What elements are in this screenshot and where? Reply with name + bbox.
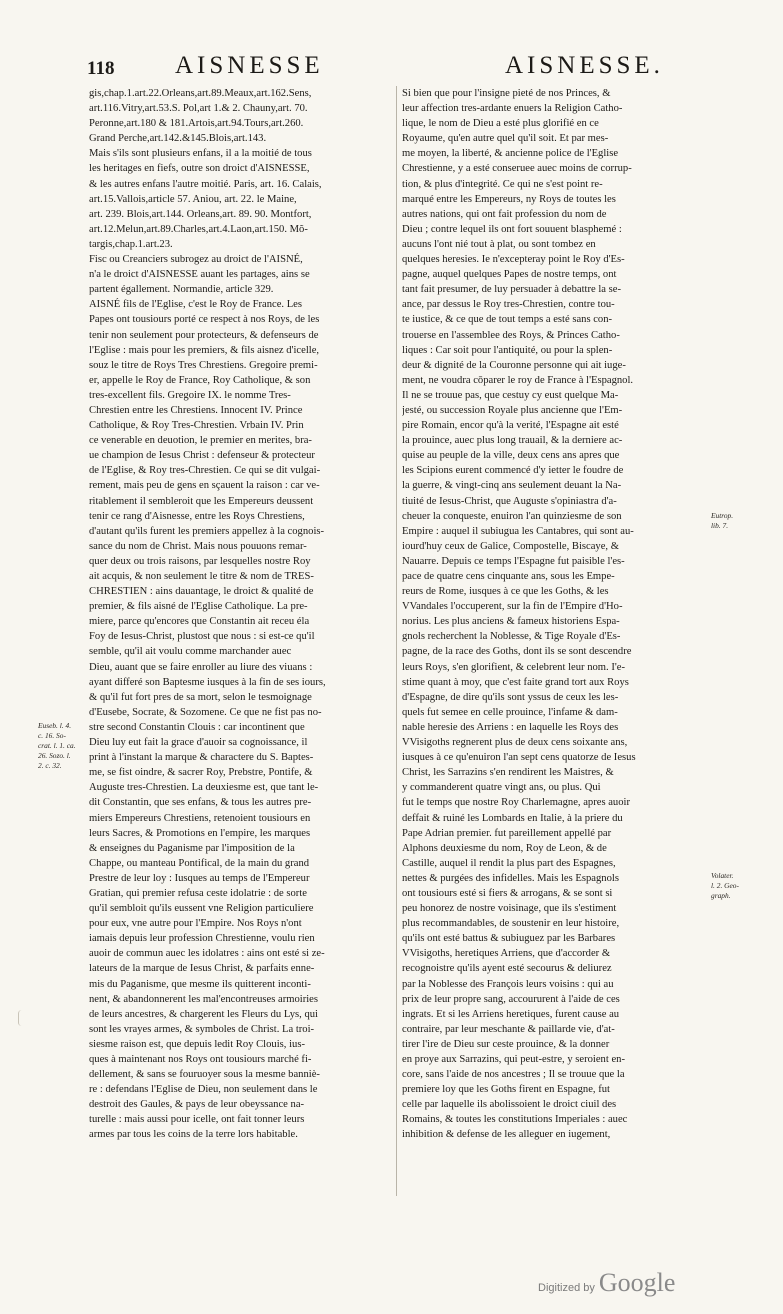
- text-line: la guerre, & vingt-cinq ans seulement deuant la Na-: [402, 480, 622, 492]
- text-line: stime quant à moy, que c'est faite grand tort aux Roys: [402, 676, 629, 688]
- text-line: auoir de commun auec les idolatres : ains ont esté si ze-: [89, 948, 325, 960]
- margin-note-line: graph.: [711, 891, 731, 900]
- text-line: recognoistre qu'ils ayent esté secourus & deliurez: [402, 963, 612, 975]
- text-line: la prouince, auec plus long trauail, & la derniere ac-: [402, 435, 623, 447]
- text-line: sont les vrayes armes, & symboles de Christ. La troi-: [89, 1023, 315, 1035]
- text-line: ue champion de Iesus Christ : defenseur & protecteur: [89, 450, 315, 462]
- text-line: contraire, par leur meschante & paillarde vie, d'at-: [402, 1023, 615, 1035]
- text-line: sance du nom de Christ. Mais nous pouuons remar-: [89, 540, 307, 552]
- text-line: & enseignes du Paganisme par l'imposition de la: [89, 842, 295, 854]
- text-line: core, sans l'aide de nos ancestres ; Il se trouue que la: [402, 1069, 625, 1081]
- text-line: Castille, auquel il rendit la plus part des Espagnes,: [402, 857, 616, 869]
- text-line: premier, & fils aisné de l'Eglise Catholique. La pre-: [89, 601, 308, 613]
- text-line: dit Constantin, que ses enfans, & tous les autres pre-: [89, 797, 312, 809]
- text-line: les Scipions eurent commencé d'y ietter le foudre de: [402, 465, 624, 477]
- text-line: print à l'instant la marque & charactere du S. Baptes-: [89, 752, 314, 764]
- text-line: art.12.Melun,art.89.Charles,art.4.Laon,art.150. Mõ-: [89, 223, 308, 235]
- text-line: quels fut semee en celle prouince, l'infame & dam-: [402, 706, 618, 718]
- text-line: inhibition & defense de les alleguer en iugement,: [402, 1129, 611, 1141]
- margin-note-line: 26. Sozo. l.: [38, 751, 71, 760]
- margin-note-line: l. 2. Geo-: [711, 881, 739, 890]
- text-line: partent égallement. Normandie, article 329.: [89, 284, 274, 296]
- text-line: Fisc ou Creanciers subrogez au droict de l'AISNÉ,: [89, 254, 303, 266]
- text-line: d'Espagne, de dire qu'ils sont yssus de ceux les les-: [402, 691, 619, 703]
- text-line: cheuer la conqueste, enuiron l'an quinziesme de son: [402, 510, 622, 522]
- text-line: norius. Les plus anciens & fameux historiens Espa-: [402, 616, 620, 628]
- text-line: ont tousiours esté si fiers & arrogans, & se sont si: [402, 887, 613, 899]
- text-line: Alphons deuxiesme du nom, Roy de Leon, & de: [402, 842, 607, 854]
- text-line: mis du Paganisme, que mesme ils quitterent inconti-: [89, 978, 311, 990]
- text-line: re : defendans l'Eglise de Dieu, non seulement dans le: [89, 1084, 318, 1096]
- text-line: Catholique, & Roy Tres-Chrestien. Vrbain IV. Prin: [89, 420, 304, 432]
- margin-note-right-eutrop: [711, 511, 771, 531]
- text-line: pire Romain, encor qu'à la verité, l'Espagne ait esté: [402, 420, 619, 432]
- text-line: semble, qu'il ait voulu comme marchander auec: [89, 646, 292, 658]
- text-line: autres nations, qui ont fait profession du nom de: [402, 208, 607, 220]
- text-line: deur & dignité de la Couronne personne qui ait iuge-: [402, 359, 626, 371]
- right-text-column: [402, 86, 704, 1143]
- text-line: dellement, & sans se fouruoyer sous la mesme banniè-: [89, 1069, 320, 1081]
- text-line: d'autant qu'ils furent les premiers appellez à la cognois-: [89, 525, 325, 537]
- text-line: prix de leur propre sang, accoururent à l'aide de ces: [402, 993, 620, 1005]
- text-line: pace de quatre cens cinquante ans, sous les Empe-: [402, 571, 615, 582]
- text-line: fut le temps que nostre Roy Charlemagne, apres auoir: [402, 797, 630, 809]
- text-line: tenir non seulement pour protecteurs, & defenseurs de: [89, 329, 319, 341]
- text-line: iamais depuis leur profession Chrestienne, voulu rien: [89, 933, 315, 945]
- text-line: iourd'huy ceux de Galice, Compostelle, Biscaye, &: [402, 540, 619, 552]
- digitized-footer: [538, 1268, 675, 1298]
- text-line: ritablement il sembleroit que les Empereurs deussent: [89, 495, 314, 507]
- text-line: qu'il sembloit qu'ils eussent vne Religion particuliere: [89, 903, 314, 915]
- text-line: tiuité de Iesus-Christ, que Auguste s'opiniastra d'a-: [402, 495, 617, 507]
- text-line: AISNÉ fils de l'Eglise, c'est le Roy de France. Les: [89, 299, 302, 311]
- text-line: liques : Car soit pour l'antiquité, ou pour la splen-: [402, 344, 613, 356]
- text-line: Dieu luy eut fait la grace d'auoir sa cognoissance, il: [89, 737, 308, 749]
- text-line: gis,chap.1.art.22.Orleans,art.89.Meaux,art.162.Sens,: [89, 88, 312, 99]
- text-line: tion, & plus d'integrité. Ce qui ne s'est point re-: [402, 178, 603, 190]
- text-line: Il ne se trouue pas, que cestuy cy eust quelque Ma-: [402, 389, 619, 401]
- text-line: rement, mais peu de gens en sçauent la raison : car ve-: [89, 480, 320, 492]
- text-line: tirer l'ire de Dieu sur ceste prouince, & la donner: [402, 1038, 610, 1050]
- margin-note-line: crat. l. 1. ca.: [38, 741, 76, 750]
- text-line: gnols recherchent la Noblesse, & Tige Royale d'Es-: [402, 631, 621, 643]
- text-line: siesme raison est, que depuis ledit Roy Clouis, ius-: [89, 1038, 305, 1050]
- text-line: Auguste tres-Chrestien. La deuxiesme est, que tant le-: [89, 782, 319, 794]
- text-line: Dieu, auant que se faire enroller au liure des viuans :: [89, 661, 313, 673]
- text-line: Foy de Iesus-Christ, plustost que nous : si est-ce qu'il: [89, 631, 315, 643]
- text-line: Prestre de leur loy : Iusques au temps de l'Empereur: [89, 872, 310, 884]
- text-line: VVisigoths, heretiques Arriens, que d'accorder &: [402, 948, 611, 960]
- text-line: miers Empereurs Chrestiens, retenoient tousiours en: [89, 812, 311, 824]
- page-number: 118: [87, 58, 115, 79]
- text-line: Chrestien entre les Chrestiens. Innocent IV. Prince: [89, 404, 303, 416]
- text-line: ingrats. Et si les Arriens heretiques, furent cause au: [402, 1008, 620, 1020]
- text-line: en proye aux Sarrazins, qui peut-estre, y seroient en-: [402, 1054, 625, 1065]
- text-line: Gratian, qui premier refusa ceste idolatrie : de sorte: [89, 887, 307, 899]
- text-line: Chappe, ou manteau Pontifical, de la main du grand: [89, 857, 310, 869]
- text-line: Grand Perche,art.142.&145.Blois,art.143.: [89, 133, 267, 145]
- column-divider: [396, 86, 397, 1196]
- text-line: l'Eglise : mais pour les premiers, & fils aisnez d'icelle,: [89, 344, 320, 356]
- text-line: Chrestienne, y a esté conseruee auec moins de corrup-: [402, 163, 632, 175]
- running-head-right: AISNESSE.: [505, 52, 664, 79]
- text-line: jesté, ou succession Royale plus ancienne que l'Em-: [402, 404, 623, 416]
- text-line: leur affection tres-ardante enuers la Religion Catho-: [402, 103, 623, 115]
- text-line: leurs Roys, s'en glorifient, & celebrent leur nom. I'e-: [402, 661, 625, 673]
- text-line: ance, par dessus le Roy tres-Chrestien, contre tou-: [402, 299, 615, 311]
- text-line: stre second Constantin Clouis : car incontinent que: [89, 721, 305, 733]
- text-line: tant fait presumer, de luy persuader à debattre la se-: [402, 284, 622, 296]
- text-line: miere, parce qu'encores que Constantin ait receu éla: [89, 616, 310, 628]
- text-line: armes par tous les coins de la terre lors habitable.: [89, 1129, 298, 1141]
- text-line: CHRESTIEN : ains dauantage, le droict & qualité de: [89, 586, 314, 598]
- text-line: te iustice, & ce que de tout temps a esté sans con-: [402, 314, 613, 326]
- text-line: nent, & abandonnerent les mal'encontreuses armoiries: [89, 993, 319, 1005]
- text-line: pagne, auquel quelques Papes de nostre temps, ont: [402, 269, 617, 281]
- text-line: me moyen, la liberté, & ancienne police de l'Eglise: [402, 148, 619, 160]
- text-line: ment, ne voudra cōparer le roy de France à l'Espagnol.: [402, 374, 634, 386]
- digitized-label: Digitized by: [538, 1282, 595, 1294]
- text-line: tres-excellent fils. Gregoire IX. le nomme Tres-: [89, 389, 291, 401]
- text-line: quise au peuple de la ville, deux cens ans apres que: [402, 450, 620, 462]
- text-line: quelques heresies. Ie n'excepteray point le Roy d'Es-: [402, 254, 625, 266]
- left-text-column: [89, 86, 391, 1143]
- text-line: iusques à ce qu'enuiron l'an sept cens quatorze de Iesus: [402, 752, 636, 764]
- text-line: art. 239. Blois,art.144. Orleans,art. 89. 90. Montfort,: [89, 208, 312, 220]
- text-line: Christ, les Sarrazins s'en rendirent les Maistres, &: [402, 767, 614, 779]
- text-line: ques à maintenant nos Roys ont tousiours marché fi-: [89, 1054, 312, 1065]
- margin-note-line: Eutrop.: [711, 511, 734, 520]
- text-line: les heritages en fiefs, outre son droict d'AISNESSE,: [89, 163, 310, 175]
- text-line: qu'ils ont esté battus & subiuguez par les Barbares: [402, 933, 616, 945]
- text-line: peu honorez de nostre voisinage, que ils s'estiment: [402, 903, 617, 915]
- text-line: Peronne,art.180 & 181.Artois,art.94.Tours,art.260.: [89, 118, 304, 130]
- page-mark: [18, 1010, 25, 1026]
- text-line: turelle : mais aussi pour icelle, ont fait tonner leurs: [89, 1114, 305, 1126]
- margin-note-line: Euseb. l. 4.: [38, 721, 72, 730]
- text-line: reurs de Rome, iusques à ce que les Goths, & les: [402, 586, 609, 598]
- text-line: art.116.Vitry,art.53.S. Pol,art 1.& 2. Chauny,art. 70.: [89, 103, 308, 115]
- text-line: & qu'il fut fort pres de sa mort, selon le tesmoignage: [89, 691, 312, 703]
- text-line: pour eux, vne autre pour l'Empire. Nos Roys n'ont: [89, 918, 302, 930]
- text-line: Empire : auquel il subiugua les Cantabres, qui sont au-: [402, 525, 634, 537]
- text-line: VVandales l'occuperent, sur la fin de l'Empire d'Ho-: [402, 601, 623, 613]
- text-line: tenir ce rang d'Aisnesse, entre les Roys Chrestiens,: [89, 510, 305, 522]
- text-line: lateurs de la marque de Iesus Christ, & parfaits enne-: [89, 963, 315, 975]
- text-line: ait acquis, & non seulement le titre & nom de TRES-: [89, 571, 314, 582]
- margin-note-line: c. 16. So-: [38, 731, 66, 740]
- text-line: ayant differé son Baptesme iusques à la fin de ses iours,: [89, 676, 326, 688]
- text-line: Royaume, qu'en autre quel qu'il soit. Et par mes-: [402, 133, 609, 145]
- text-line: trouerse en l'assemblee des Roys, & Princes Catho-: [402, 329, 620, 341]
- text-line: premiere loy que les Goths firent en Espagne, fut: [402, 1084, 610, 1096]
- text-line: Romains, & toutes les constitutions Imperiales : auec: [402, 1114, 628, 1126]
- text-line: n'a le droict d'AISNESSE auant les partages, ains se: [89, 269, 310, 281]
- text-line: Mais s'ils sont plusieurs enfans, il a la moitié de tous: [89, 148, 312, 160]
- text-line: de l'Eglise, & Roy tres-Chrestien. Ce qui se dit vulgai-: [89, 465, 321, 477]
- margin-note-line: 2. c. 32.: [38, 761, 62, 770]
- text-line: VVisigoths regnerent plus de deux cens soixante ans,: [402, 737, 628, 749]
- text-line: nable heresie des Arriens : en laquelle les Roys des: [402, 721, 619, 733]
- text-line: de leurs ancestres, & chargerent les Fleurs du Lys, qui: [89, 1008, 318, 1020]
- text-line: souz le titre de Roys Tres Chrestiens. Gregoire premi-: [89, 359, 318, 371]
- text-line: aucuns l'ont nié tout à plat, ou sont tombez en: [402, 238, 596, 250]
- text-line: deffait & ruiné les Lombards en Italie, à la priere du: [402, 812, 623, 824]
- text-line: Pape Adrian premier. fut pareillement appellé par: [402, 827, 612, 839]
- text-line: Papes ont tousiours porté ce respect à nos Roys, de les: [89, 314, 320, 326]
- text-line: targis,chap.1.art.23.: [89, 238, 173, 250]
- text-line: quer deux ou trois raisons, par lesquelles nostre Roy: [89, 555, 311, 567]
- text-line: y commanderent quatre vingt ans, ou plus. Qui: [402, 782, 601, 794]
- text-line: celle par laquelle ils abolissoient le droict ciuil des: [402, 1099, 617, 1111]
- text-line: er, appelle le Roy de France, Roy Catholique, & son: [89, 374, 311, 386]
- text-line: d'Eusebe, Socrate, & Sozomene. Ce que ne fist pas no-: [89, 706, 322, 718]
- text-line: Si bien que pour l'insigne pieté de nos Princes, &: [402, 88, 611, 99]
- margin-note-line: Volater.: [711, 871, 734, 880]
- text-line: marqué entre les Empereurs, ny Roys de toutes les: [402, 193, 616, 205]
- text-line: ce venerable en deuotion, le premier en merites, bra-: [89, 435, 312, 447]
- margin-note-right-volater: [711, 871, 771, 901]
- text-line: & les autres enfans l'autre moitié. Paris, art. 16. Calais,: [89, 178, 322, 190]
- text-line: me, se fist oindre, & sacrer Roy, Prebstre, Pontife, &: [89, 767, 313, 779]
- text-line: leurs Sacres, & Promotions en l'empire, les marques: [89, 827, 311, 839]
- text-line: art.15.Vallois,article 57. Aniou, art. 22. le Maine,: [89, 193, 297, 205]
- text-line: lique, le nom de Dieu a esté plus glorifié en ce: [402, 118, 599, 130]
- text-line: Nauarre. Depuis ce temps l'Espagne fut paisible l'es-: [402, 555, 625, 567]
- text-line: par la Noblesse des François leurs voisins : qui au: [402, 978, 614, 990]
- text-line: destroit des Gaules, & pays de leur obeyssance na-: [89, 1099, 305, 1111]
- margin-note-left: [38, 721, 88, 771]
- text-line: nettes & purgées des infidelles. Mais les Espagnols: [402, 872, 619, 884]
- running-head-left: AISNESSE: [175, 52, 324, 79]
- text-line: Dieu ; contre lequel ils ont fort souuent blasphemé :: [402, 223, 622, 235]
- text-line: pagne, de la race des Goths, dont ils se sont descendre: [402, 646, 632, 658]
- google-logo: Google: [598, 1268, 676, 1297]
- margin-note-line: lib. 7.: [711, 521, 729, 530]
- text-line: plus recommandables, de soustenir en leur histoire,: [402, 918, 620, 930]
